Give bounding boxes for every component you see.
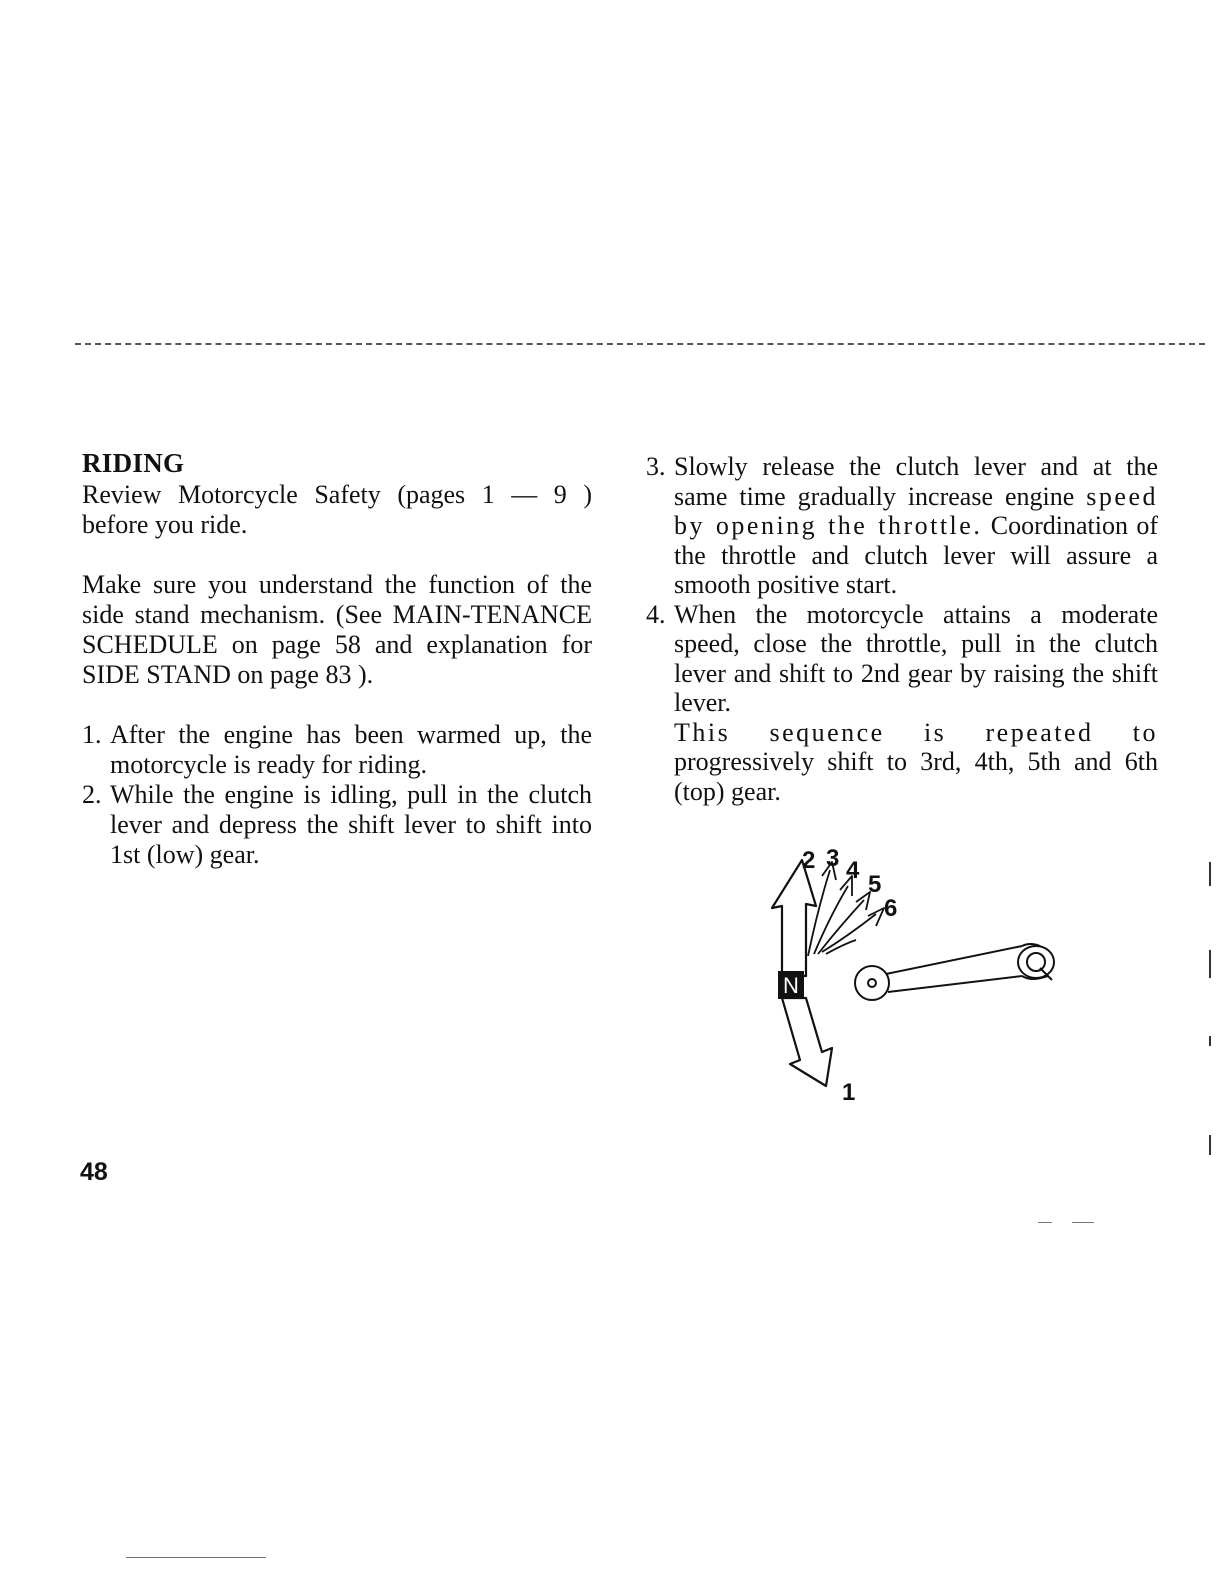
list-item <box>82 780 592 870</box>
gear-label-5: 5 <box>868 871 882 898</box>
list-item <box>646 452 1158 600</box>
list-item <box>82 720 592 780</box>
gear-label-2: 2 <box>802 847 816 874</box>
gear-label-6: 6 <box>884 895 898 922</box>
right-column <box>646 452 1158 806</box>
list-item <box>646 600 1158 718</box>
top-dashed-rule <box>75 343 1205 345</box>
sequence-note-text: progressively shift to 3rd, 4th, 5th and 6th (top) gear. <box>674 747 1158 806</box>
footer-dash <box>1072 1222 1094 1223</box>
page-number: 48 <box>80 1158 108 1186</box>
margin-mark <box>1209 950 1211 978</box>
step-text: While the engine is idling, pull in the clutch lever and depress the shift lever to shift into 1st (low) gear. <box>110 780 592 869</box>
shift-lever <box>855 944 1054 1000</box>
step-text: When the motorcycle attains a moderate speed, close the throttle, pull in the clutch lever and shift to 2nd gear by raising the shift lever. <box>674 599 1158 717</box>
left-column <box>82 448 592 870</box>
bottom-rule <box>126 1557 266 1558</box>
step-number: 2. <box>82 780 102 809</box>
section-title: RIDING <box>82 448 185 478</box>
steps-list-right <box>646 452 1158 718</box>
step-text: Slowly release the clutch lever and at the same time gradually increase engine <box>674 452 1158 511</box>
gear-label-4: 4 <box>846 857 860 884</box>
margin-mark <box>1209 862 1211 886</box>
sequence-note <box>646 718 1158 807</box>
step-number: 4. <box>646 599 666 629</box>
step-number: 1. <box>82 720 102 749</box>
step-number: 3. <box>646 452 666 481</box>
neutral-label: N <box>783 973 799 998</box>
footer-dash <box>1038 1222 1052 1223</box>
sequence-note-spaced: This sequence is repeated to <box>674 717 1158 747</box>
step-text: Coordination of the throttle and clutch lever will assure a smooth positive start. <box>674 511 1159 599</box>
step-text-spaced: speed by opening the throttle. <box>674 481 1158 540</box>
step-text: After the engine has been warmed up, the motorcycle is ready for riding. <box>110 720 592 779</box>
margin-mark <box>1209 1036 1211 1046</box>
shift-up-arrow-icon <box>772 860 816 976</box>
gear-label-3: 3 <box>826 845 840 872</box>
side-stand-paragraph: Make sure you understand the function of the side stand mechanism. (See MAIN-TENANCE SCHEDULE on page 58 and explanation for SIDE STAND on page 83 ). <box>82 570 592 689</box>
gear-label-1: 1 <box>842 1079 856 1106</box>
intro-paragraph: Review Motorcycle Safety (pages 1 — 9 ) before you ride. <box>82 480 592 539</box>
shift-down-arrow-icon <box>782 998 832 1086</box>
margin-mark <box>1209 1135 1211 1155</box>
gear-shift-diagram <box>760 836 1080 1116</box>
gear-shift-illustration <box>760 836 1080 1116</box>
steps-list-left <box>82 720 592 870</box>
